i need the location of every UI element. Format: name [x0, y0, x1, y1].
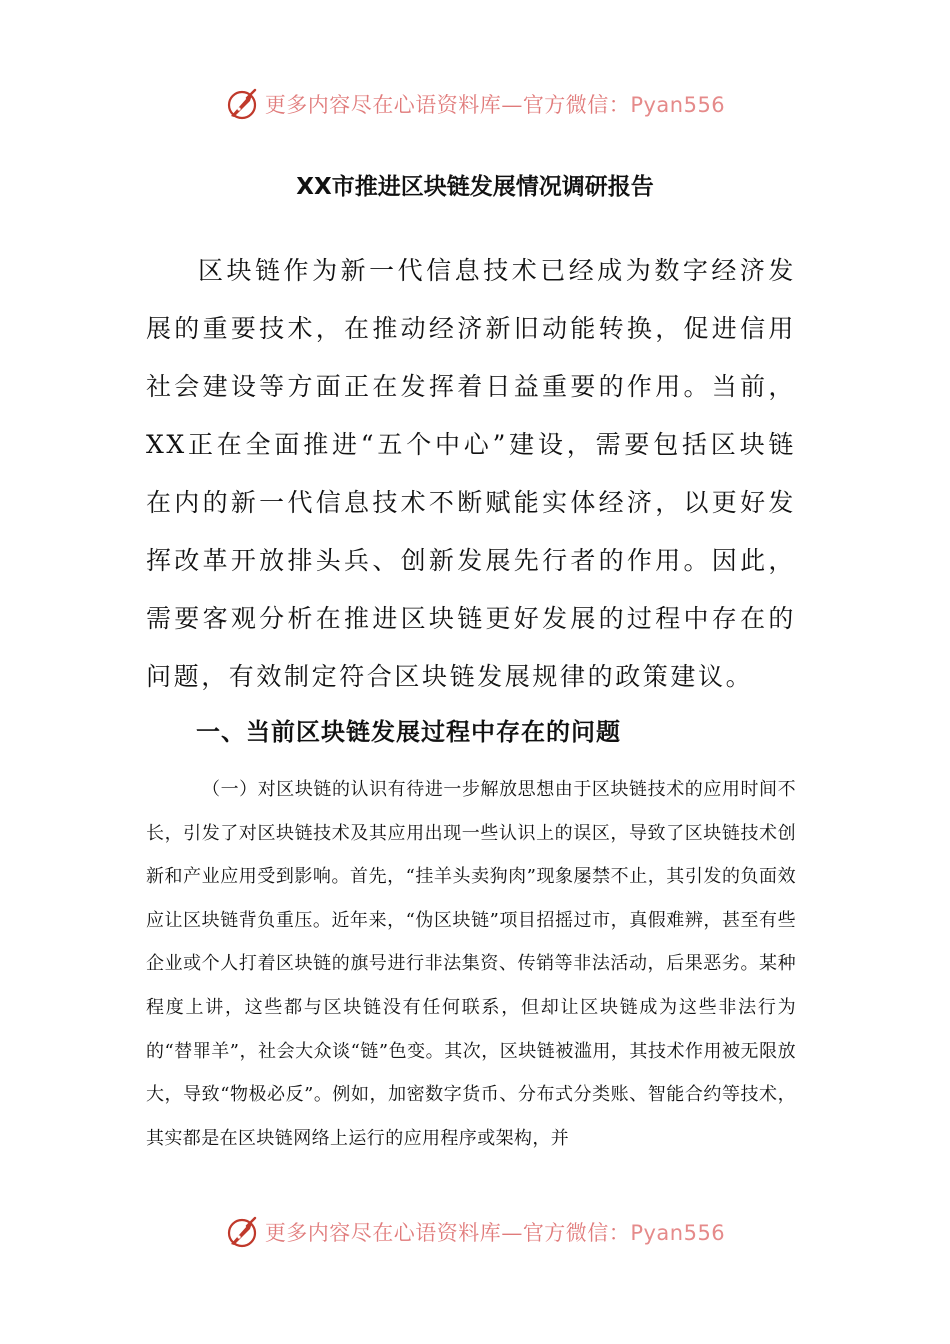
pen-nib-icon	[225, 1214, 261, 1250]
watermark-separator: —	[501, 1221, 523, 1245]
watermark-slogan: 更多内容尽在心语资料库	[264, 93, 502, 117]
body-paragraph: （一）对区块链的认识有待进一步解放思想由于区块链技术的应用时间不长，引发了对区块链技术及其应用出现一些认识上的误区，导致了区块链技术创新和产业应用受到影响。首先，“挂羊头卖狗肉”现象屡禁不止，其引发的负面效应让区块链背负重压。近年来，“伪区块链”项目招摇过市，真假难辨，甚至有些企业或个人打着区块链的旗号进行非法集资、传销等非法活动，后果恶劣。某种程度上讲，这些都与区块链没有任何联系，但却让区块链成为这些非法行为的“替罪羊”，社会大众谈“链”色变。其次，区块链被滥用，其技术作用被无限放大，导致“物极必反”。例如，加密数字货币、分布式分类账、智能合约等技术，其实都是在区块链网络上运行的应用程序或架构，并	[146, 779, 796, 1149]
document-title: XX市推进区块链发展情况调研报告	[296, 174, 654, 200]
watermark-wechat-label: 官方微信：	[522, 1221, 631, 1245]
intro-paragraph: 区块链作为新一代信息技术已经成为数字经济发展的重要技术，在推动经济新旧动能转换，促进信用社会建设等方面正在发挥着日益重要的作用。当前，XX正在全面推进“五个中心”建设，需要包括区块链在内的新一代信息技术不断赋能实体经济，以更好发挥改革开放排头兵、创新发展先行者的作用。因此，需要客观分析在推进区块链更好发展的过程中存在的问题，有效制定符合区块链发展规律的政策建议。	[146, 256, 796, 691]
footer-watermark-banner	[0, 1212, 950, 1252]
section-heading: 一、当前区块链发展过程中存在的问题	[196, 718, 621, 746]
watermark-text	[265, 1217, 725, 1247]
watermark-separator: —	[501, 93, 523, 117]
watermark-wechat-id: Pyan556	[630, 1221, 726, 1245]
watermark-wechat-id: Pyan556	[630, 93, 726, 117]
watermark-slogan: 更多内容尽在心语资料库	[264, 1221, 502, 1245]
watermark-text	[265, 89, 725, 119]
watermark-wechat-label: 官方微信：	[522, 93, 631, 117]
pen-nib-icon	[225, 86, 261, 122]
header-watermark-banner	[0, 84, 950, 124]
